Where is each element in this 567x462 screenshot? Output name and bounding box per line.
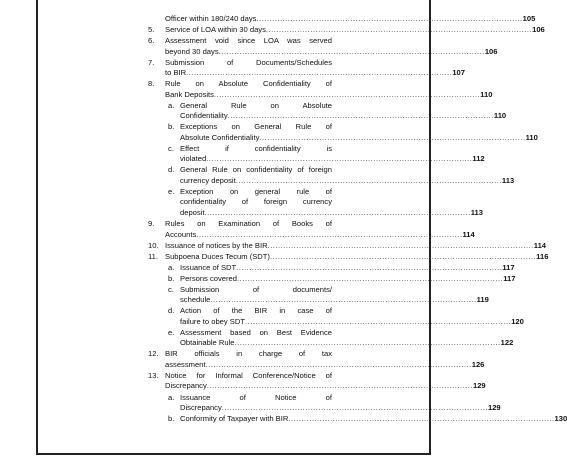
toc-entry-line [165,359,485,371]
toc-page-number: 126 [471,359,485,369]
toc-entry [148,370,486,392]
leader-dots [236,176,502,187]
toc-entry-number: 8. [148,79,155,89]
toc-entry-number: d. [168,306,175,316]
leader-dots [222,403,488,414]
toc-entry [148,240,547,252]
toc-page-number: 113 [470,207,483,217]
toc-entry-title: Rules on Examination of Books of [165,219,332,228]
leader-dots [186,68,452,79]
leader-dots [270,252,536,263]
toc-page-number: 114 [462,229,475,239]
toc-page-number: 129 [472,381,486,391]
toc-entry-line [165,229,475,241]
leader-dots [259,133,525,144]
leader-dots [288,414,554,425]
leader-dots [206,360,472,371]
toc-entry-number: b. [168,273,175,283]
toc-page-number: 112 [472,154,485,164]
toc-entry [148,143,485,165]
toc-entry [148,306,524,327]
toc-entry-line [165,46,498,58]
toc-entry-number: 9. [148,219,155,228]
toc-page-number: 117 [503,273,516,283]
toc-entry-title: Obtainable Rule [180,338,235,348]
toc-entry [148,186,483,219]
toc-entry-number: 6. [148,36,155,46]
toc-entry [148,25,545,36]
toc-entry-title: Submission of Documents/Schedules [165,57,332,67]
toc-entry-title: Effect if confidentiality is [180,143,332,153]
toc-entry-title: General Rule on confidentiality of foreign [180,165,332,175]
toc-entry-title: to BIR [165,68,187,78]
leader-dots [245,317,511,328]
toc-entry [148,36,498,57]
toc-entry-title: deposit [180,207,205,217]
toc-page-number: 106 [532,25,545,35]
toc-entry-number: e. [168,186,175,196]
leader-dots [236,263,502,274]
toc-entry-title: Issuance of SDT [180,262,237,272]
toc-entry-title: Assessment based on Best Evidence [180,327,332,337]
toc-entry-line [165,14,536,25]
toc-page-number: 107 [452,68,465,78]
toc-entry-number: b. [168,122,175,132]
toc-entry-title: Subpoena Duces Tecum (SDT) [165,251,270,261]
toc-entry-line [180,403,501,414]
leader-dots [256,14,522,25]
toc-entry-number: a. [168,100,175,110]
toc-entry [148,165,515,186]
leader-dots [234,338,500,349]
toc-page-number: 122 [500,338,514,348]
toc-entry-line [180,316,524,328]
toc-page-number: 119 [476,295,489,305]
toc-entry-line [180,207,483,219]
toc-page-number: 120 [511,316,524,326]
toc-entry [148,79,493,100]
leader-dots [237,274,503,285]
toc-entry-line [165,68,465,79]
leader-dots [266,25,532,36]
toc-entry-title: Rule on Absolute Confidentiality of [165,79,332,89]
toc-entry-title: Exceptions on General Rule of [180,122,332,132]
toc-entry [148,251,549,263]
toc-entry-number: a. [168,392,175,402]
toc-entry-title: Discrepancy [180,403,222,412]
toc-entry-line [180,295,489,306]
toc-entry-title: Persons covered [180,273,237,283]
toc-page-number: 130 [554,414,567,424]
toc-entry-title: BIR officials in charge of tax [165,349,332,359]
toc-entry-title: Confidentiality [180,111,228,121]
toc-entry-line [180,273,516,285]
toc-entry-line [180,262,515,274]
toc-entry-number: e. [168,327,175,337]
toc-entry-title: Absolute Confidentiality [180,132,260,142]
toc-entry-title: beyond 30 days [165,46,219,56]
toc-entry-number: 11. [148,251,158,261]
toc-entry-title: Discrepancy [165,381,207,391]
toc-entry-line [180,175,515,187]
toc-entry-line [180,132,538,144]
toc-entry-number: a. [168,262,175,272]
leader-dots [214,90,480,101]
toc-entry-title: Officer within 180/240 days [165,14,257,23]
leader-dots [205,208,471,219]
toc-entry [148,57,465,79]
toc-entry-title: Submission of documents/ [180,284,332,294]
toc-entry-title: Service of LOA within 30 days [165,25,266,35]
toc-entry-title: Conformity of Taxpayer with BIR [180,414,289,424]
toc-page-number: 117 [502,262,515,272]
toc-entry [148,100,507,122]
toc-entry-title: confidentiality of foreign currency [180,197,332,207]
toc-entry [148,122,538,143]
toc-page-number: 110 [493,111,507,121]
toc-entry-number: d. [168,165,175,175]
toc-entry-title: assessment [165,359,206,369]
leader-dots [219,47,485,58]
toc-entry [148,14,536,25]
toc-entry-line [180,154,485,165]
toc-entry-number: 7. [148,57,155,67]
toc-entry-line [165,89,493,101]
toc-entry-title: Issuance of notices by the BIR [165,240,268,250]
toc-entry [148,414,567,425]
toc-entry-line [180,111,507,122]
leader-dots [268,241,534,252]
toc-entry [148,273,516,285]
toc-entry [148,284,489,306]
toc-entry-title: Notice for Informal Conference/Notice of [165,370,332,380]
leader-dots [196,230,462,241]
toc-entry-title: Action of the BIR in case of [180,306,332,316]
toc-entry-title: schedule [180,295,211,305]
toc-entry [148,349,485,370]
toc-entry-number: 13. [148,370,159,380]
toc-entry-title: Assessment void since LOA was served [165,36,332,46]
toc-entry-number: b. [168,414,175,424]
toc-page-number: 114 [533,240,547,250]
toc-entry [148,392,501,414]
toc-entry-title: violated [180,154,207,164]
toc-entry [148,327,514,349]
toc-entry-title: Exception on general rule of [180,186,332,196]
toc-page-number: 113 [501,175,515,185]
leader-dots [210,295,476,306]
toc-page-number: 129 [487,403,501,412]
toc-entry-line [165,381,486,392]
toc-entry-line [180,338,514,349]
toc-entry [148,262,515,274]
toc-entry [148,219,475,240]
toc-entry-number: c. [168,143,174,153]
toc-entry-line [180,414,567,425]
toc-entry-number: 12. [148,349,159,359]
toc-page-number: 106 [484,46,498,56]
toc-page-number: 110 [525,132,538,142]
toc-entry-title: failure to obey SDT [180,316,245,326]
toc-entry-title: Accounts [165,229,197,239]
toc-entry-number: c. [168,284,174,294]
toc-entry-title: currency deposit [180,175,236,185]
toc-entry-title: General Rule on Absolute [180,100,332,110]
toc-entry-number: 5. [148,25,155,35]
toc-page-number: 110 [480,89,493,99]
toc-entry-line [165,25,545,36]
toc-page-number: 105 [522,14,536,23]
toc-entry-line [165,251,549,263]
toc-entry-title: Issuance of Notice of [180,392,332,402]
toc-page-number: 116 [536,251,549,261]
leader-dots [206,154,472,165]
leader-dots [228,111,494,122]
toc-entry-number: 10. [148,240,159,250]
toc-entry-title: Bank Deposits [165,89,214,99]
toc-entry-line [165,240,547,252]
leader-dots [207,381,473,392]
